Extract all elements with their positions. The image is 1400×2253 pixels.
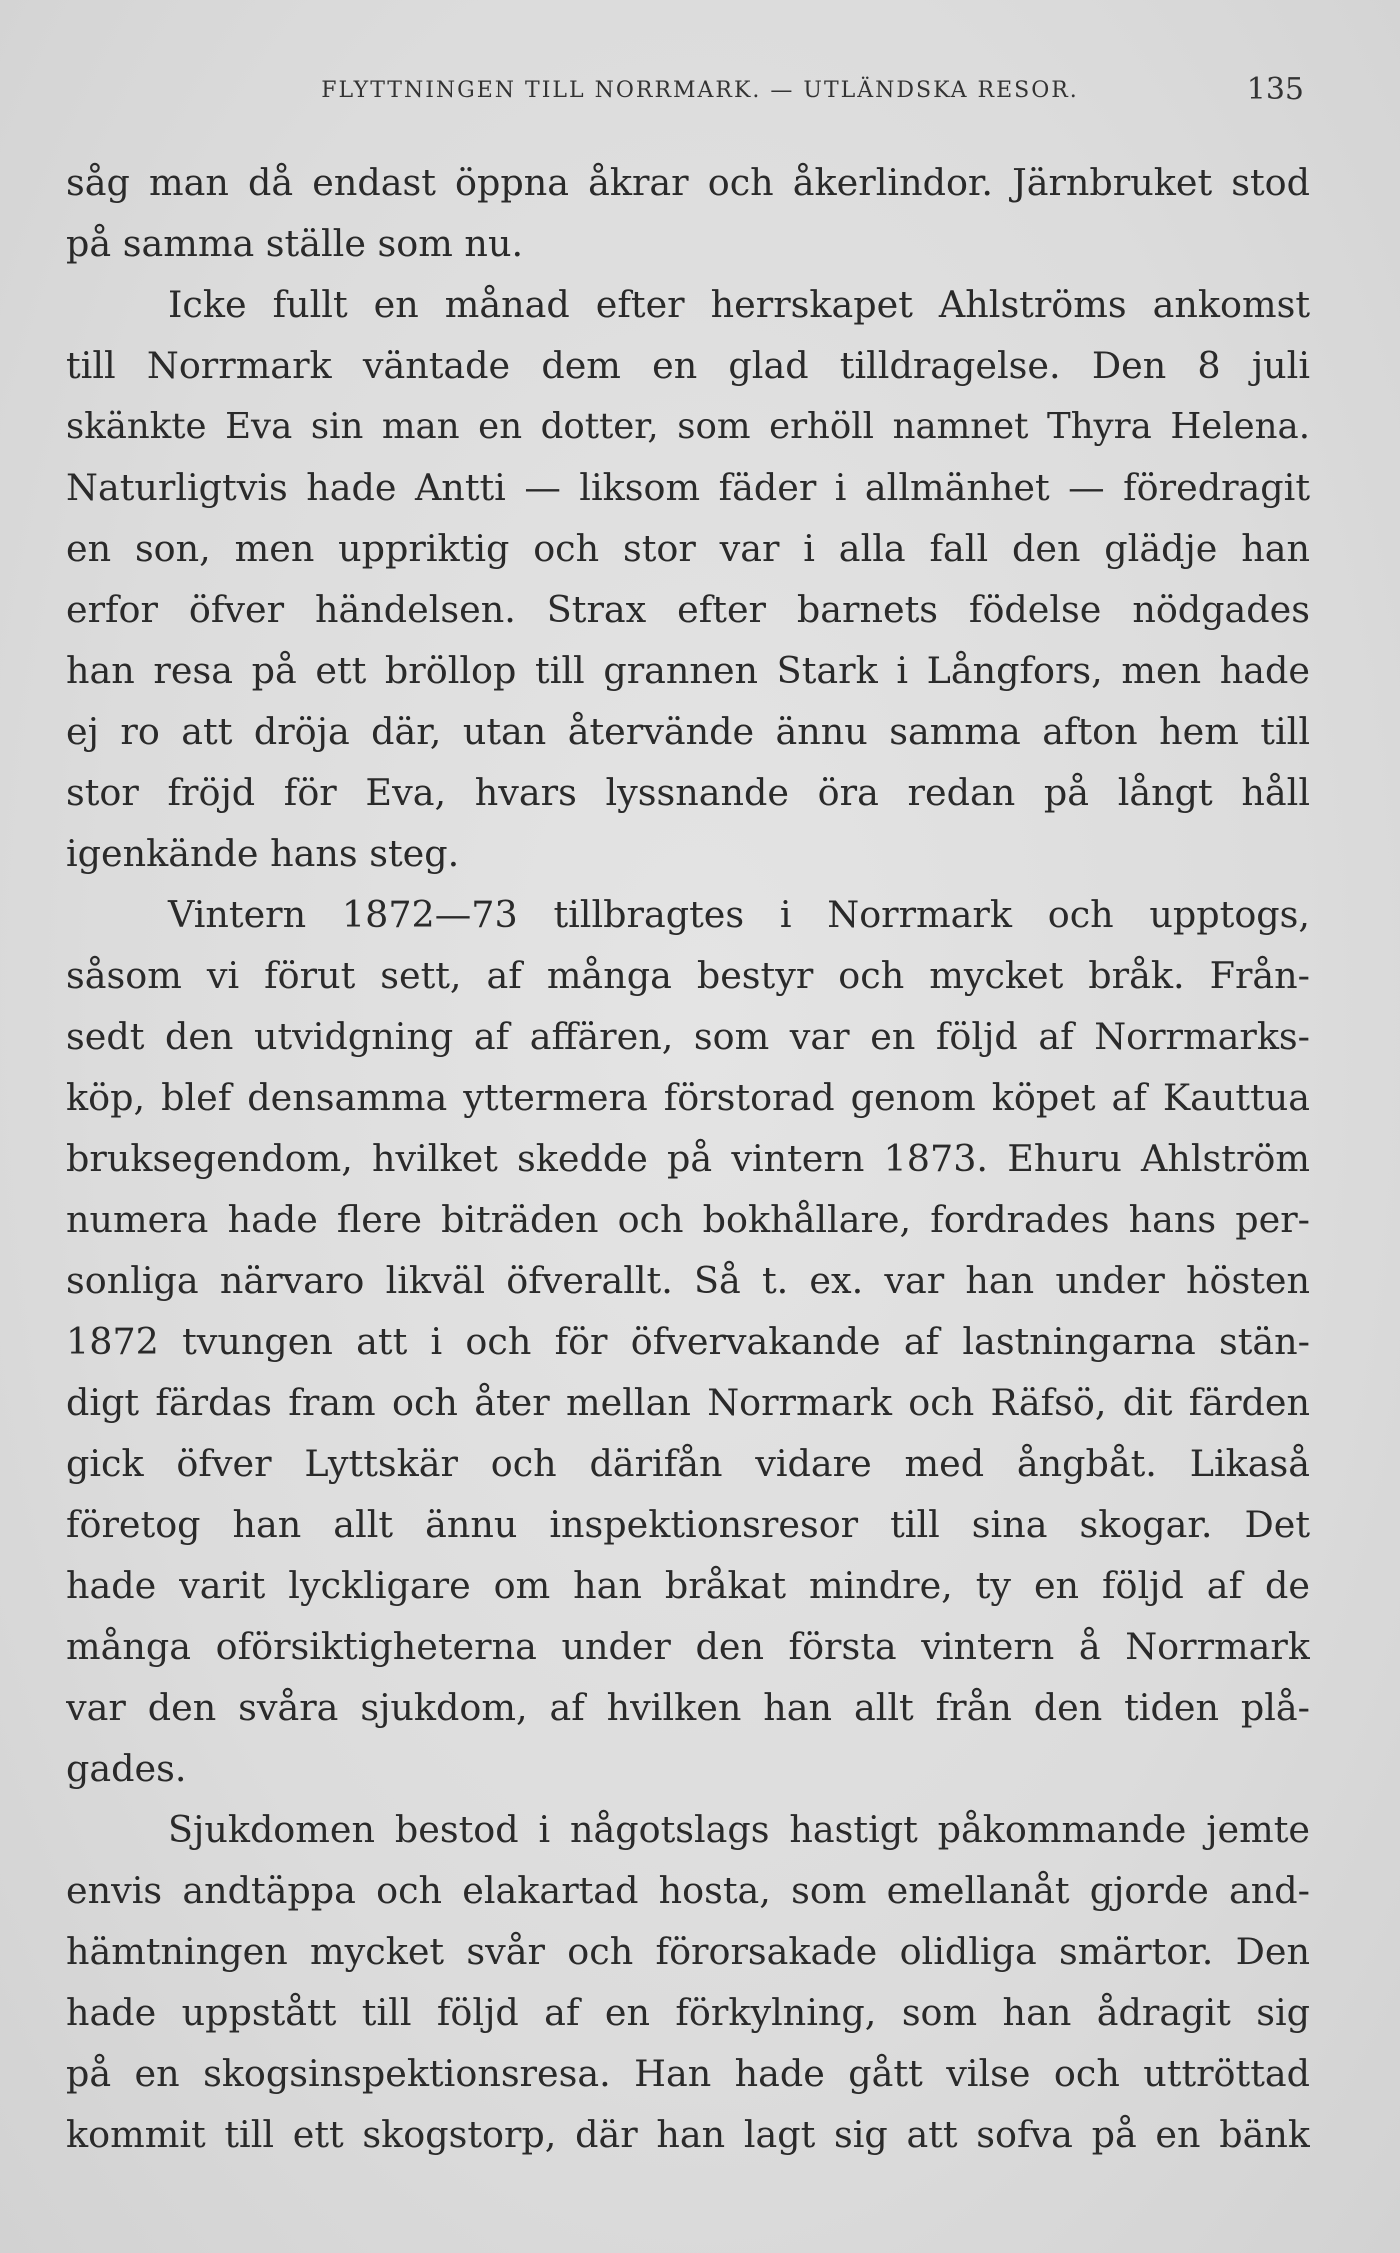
text-line: på samma ställe som nu.	[66, 222, 524, 265]
text-line: företog han allt ännu inspektionsresor till sina skogar. Det	[66, 1503, 1310, 1546]
text-line: hade uppstått till följd af en förkylning, som han ådragit sig	[66, 1991, 1310, 2034]
text-line: såsom vi förut sett, af många bestyr och mycket bråk. Från-	[66, 954, 1310, 997]
text-line: kommit till ett skogstorp, där han lagt sig att sofva på en bänk	[66, 2113, 1310, 2156]
text-line: Vintern 1872—73 tillbragtes i Norrmark och upptogs,	[168, 893, 1310, 936]
page-number: 135	[1246, 72, 1304, 107]
text-line: såg man då endast öppna åkrar och åkerlindor. Järnbruket stod	[66, 161, 1310, 204]
text-line: hade varit lyckligare om han bråkat mindre, ty en följd af de	[66, 1564, 1310, 1607]
text-line: sonliga närvaro likväl öfverallt. Så t. ex. var han under hösten	[66, 1259, 1310, 1302]
text-line: ej ro att dröja där, utan återvände ännu samma afton hem till	[66, 710, 1310, 753]
text-line: på en skogsinspektionsresa. Han hade gått vilse och uttröttad	[66, 2052, 1310, 2095]
text-line: digt färdas fram och åter mellan Norrmark och Räfsö, dit färden	[66, 1381, 1310, 1424]
text-line: stor fröjd för Eva, hvars lyssnande öra redan på långt håll	[66, 771, 1310, 814]
text-line: sedt den utvidgning af affären, som var en följd af Norrmarks-	[66, 1015, 1310, 1058]
text-line: en son, men uppriktig och stor var i alla fall den glädje han	[66, 527, 1310, 570]
text-line: köp, blef densamma yttermera förstorad genom köpet af Kauttua	[66, 1076, 1310, 1119]
text-line: numera hade flere biträden och bokhållare, fordrades hans per-	[66, 1198, 1310, 1241]
text-line: Icke fullt en månad efter herrskapet Ahlströms ankomst	[168, 283, 1310, 326]
text-line: bruksegendom, hvilket skedde på vintern 1873. Ehuru Ahlström	[66, 1137, 1310, 1180]
page-header	[0, 72, 1400, 112]
text-line: till Norrmark väntade dem en glad tilldragelse. Den 8 juli	[66, 344, 1310, 387]
text-line: igenkände hans steg.	[66, 832, 460, 875]
text-line: envis andtäppa och elakartad hosta, som emellanåt gjorde and-	[66, 1869, 1310, 1912]
text-line: Naturligtvis hade Antti — liksom fäder i allmänhet — föredragit	[66, 466, 1310, 509]
text-line: hämtningen mycket svår och förorsakade olidliga smärtor. Den	[66, 1930, 1310, 1973]
text-line: Sjukdomen bestod i någotslags hastigt påkommande jemte	[168, 1808, 1310, 1851]
text-line: gades.	[66, 1747, 187, 1790]
text-line: skänkte Eva sin man en dotter, som erhöll namnet Thyra Helena.	[66, 406, 1310, 447]
text-line: gick öfver Lyttskär och därifån vidare med ångbåt. Likaså	[66, 1442, 1310, 1485]
text-line: många oförsiktigheterna under den första vintern å Norrmark	[66, 1625, 1310, 1668]
running-head: FLYTTNINGEN TILL NORRMARK. — UTLÄNDSKA RESOR.	[321, 78, 1079, 103]
text-line: 1872 tvungen att i och för öfvervakande af lastningarna stän-	[66, 1320, 1310, 1363]
text-line: erfor öfver händelsen. Strax efter barnets födelse nödgades	[66, 588, 1310, 631]
text-line: han resa på ett bröllop till grannen Stark i Långfors, men hade	[66, 649, 1310, 692]
body-text	[66, 152, 1310, 2165]
text-line: var den svåra sjukdom, af hvilken han allt från den tiden plå-	[66, 1686, 1310, 1729]
